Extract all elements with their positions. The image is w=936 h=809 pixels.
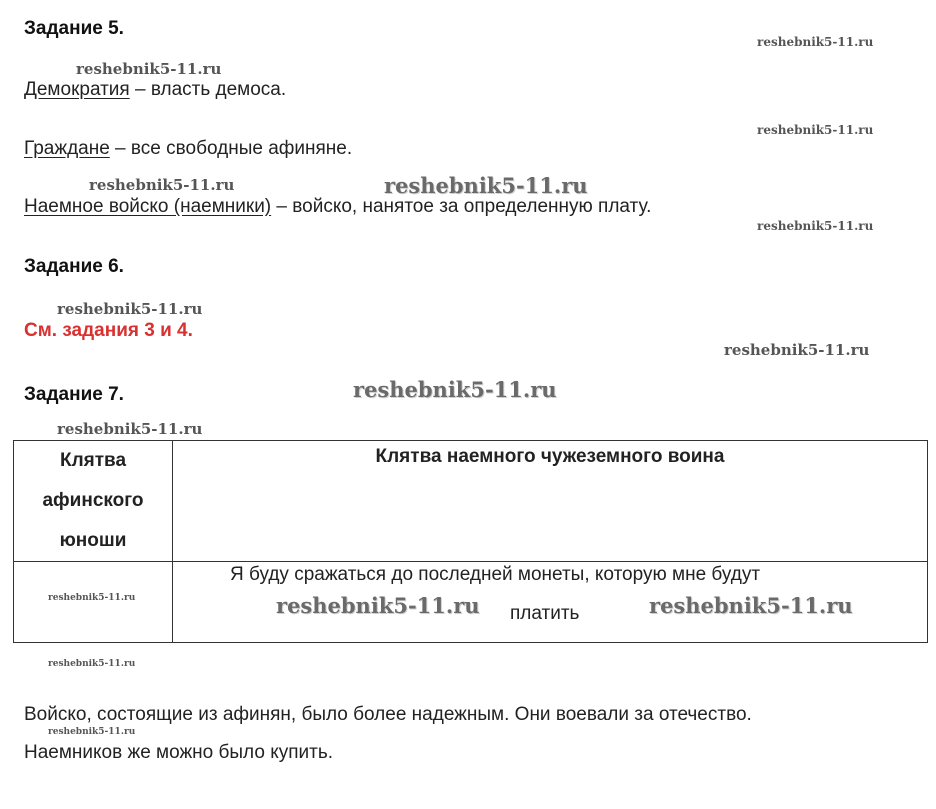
task6-note: См. задания 3 и 4. (24, 320, 193, 341)
cell-mercenary-oath (173, 562, 928, 643)
cell-athenian-oath (14, 562, 173, 643)
watermark: reshebnik5-11.ru (48, 727, 136, 737)
watermark: reshebnik5-11.ru (76, 60, 222, 78)
watermark: reshebnik5-11.ru (89, 176, 235, 194)
watermark: reshebnik5-11.ru (57, 300, 203, 318)
definition-democracy (24, 79, 286, 101)
table-header-row (14, 441, 928, 562)
watermark: reshebnik5-11.ru (48, 593, 136, 603)
definition-term: Наемное войско (наемники) (24, 196, 272, 217)
conclusion-line2: Наемников же можно было купить. (24, 742, 334, 763)
definition-citizens (24, 138, 352, 160)
oath-table (13, 440, 928, 643)
definition-term: Граждане (24, 138, 110, 159)
task6-heading: Задание 6. (24, 256, 124, 277)
watermark: reshebnik5-11.ru (757, 219, 874, 233)
watermark: reshebnik5-11.ru (57, 420, 203, 438)
watermark: reshebnik5-11.ru (757, 123, 874, 137)
watermark: reshebnik5-11.ru (757, 35, 874, 49)
definition-text: – войско, нанятое за определенную плату. (271, 196, 652, 217)
watermark: reshebnik5-11.ru (724, 341, 870, 359)
oath-text-line2: платить (510, 603, 580, 624)
watermark: reshebnik5-11.ru (276, 593, 480, 618)
task5-heading: Задание 5. (24, 18, 124, 39)
conclusion-line1: Войско, состоящие из афинян, было более надежным. Они воевали за отечество. (24, 704, 752, 725)
header-athenian-oath: Клятва афинского юноши (14, 441, 173, 562)
oath-text-line1: Я буду сражаться до последней монеты, которую мне будут (230, 564, 761, 585)
definition-text: – все свободные афиняне. (109, 138, 353, 159)
definition-text: – власть демоса. (129, 79, 287, 100)
table-row (14, 562, 928, 643)
definition-mercenaries (24, 196, 651, 218)
watermark: reshebnik5-11.ru (48, 659, 136, 669)
watermark: reshebnik5-11.ru (649, 593, 853, 618)
header-mercenary-oath: Клятва наемного чужеземного воина (173, 441, 928, 562)
watermark: reshebnik5-11.ru (353, 377, 557, 402)
watermark: reshebnik5-11.ru (384, 173, 588, 198)
task7-heading: Задание 7. (24, 384, 124, 405)
definition-term: Демократия (24, 79, 130, 100)
